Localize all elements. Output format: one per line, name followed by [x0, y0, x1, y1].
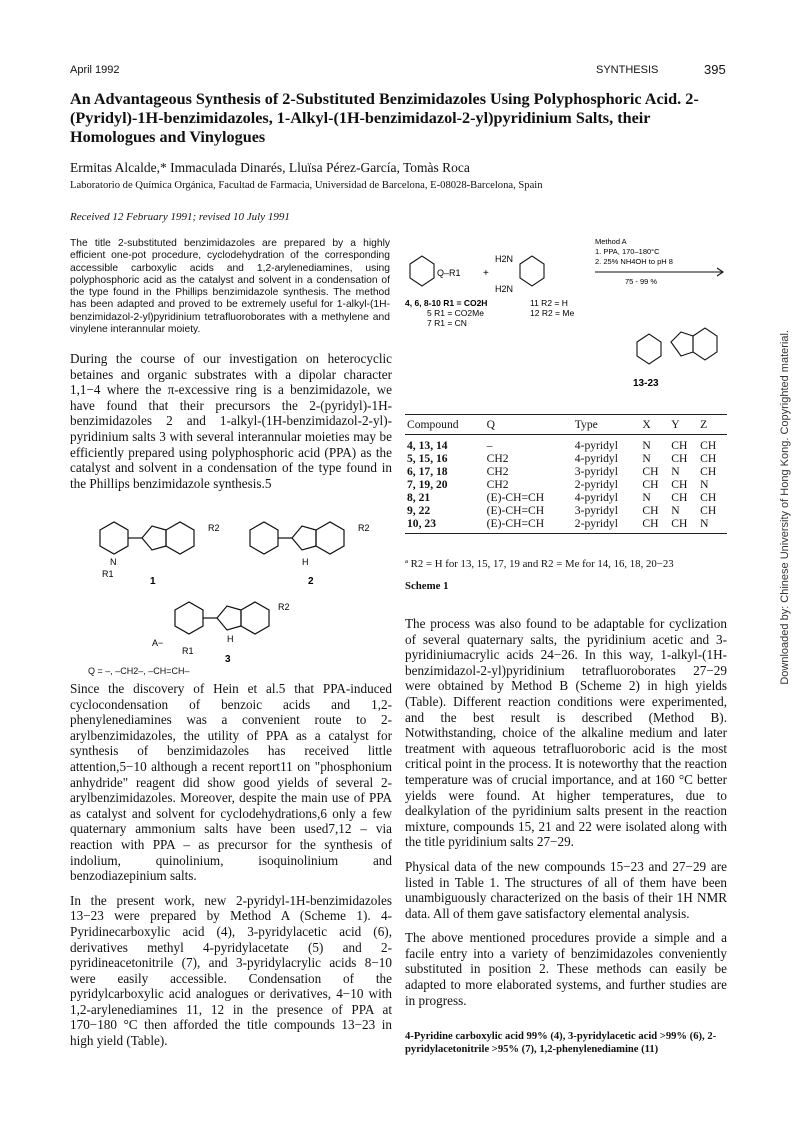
table-cell: 2-pyridyl	[574, 478, 618, 491]
h-label: H	[302, 557, 309, 567]
table-cell: N	[642, 439, 651, 452]
table-cell: 9, 22	[407, 504, 431, 517]
table-cell: CH	[700, 504, 717, 517]
h2n-label: H2N	[495, 284, 514, 294]
paragraph: Since the discovery of Hein et al.5 that PPA-induced cyclocondensation of benzoic acids and 1,2-phenylenediamines was a convenient route to 2-arylbenzimidazoles, the utility of PPA as a catalyst for synthesis of benzimidazoles has received little attention,5−10 although a recent report11 on "phosphonium anhydride" reagent did show good yields of several 2-arylbenzimidazoles. Moreover, despite the main use of PPA as catalyst and solvent for cyclodehydrations,6 only a few quaternary ammonium salts have been used7,12 – via reaction with PPA – as precursor for the synthesis of indolium, quinolinium, isoquinolinium and benzodiazepinium salts.	[70, 681, 392, 884]
table-cell: N	[698, 517, 727, 534]
article-title: An Advantageous Synthesis of 2-Substituted Benzimidazoles Using Polyphosphoric Acid. 2-(Pyridyl)-1H-benzimidazoles, 1-Alkyl-(1H-benzimidazol-2-yl)pyridinium Salts, their Homologues and Vinylogues	[70, 90, 699, 146]
table-cell: (E)-CH=CH	[486, 491, 545, 504]
table-cell: CH	[640, 517, 669, 534]
q-legend: Q = –, –CH2–, –CH=CH–	[88, 666, 190, 676]
table-cell: 3-pyridyl	[574, 465, 618, 478]
reactant-2: 11 R2 = H	[530, 298, 568, 308]
table-row	[405, 435, 727, 453]
table-header-row	[405, 415, 727, 435]
structure-2	[250, 522, 344, 554]
column-header: X	[640, 415, 669, 435]
h2n-label: H2N	[495, 254, 514, 264]
table-row	[405, 465, 727, 478]
product-label: 13-23	[633, 378, 659, 389]
table-cell: CH	[671, 478, 688, 491]
table-cell: CH2	[486, 478, 509, 491]
download-notice: Downloaded by: Chinese University of Hong Kong. Copyrighted material.	[779, 330, 791, 685]
body-text-right	[405, 616, 727, 1017]
table-cell: CH	[671, 491, 688, 504]
structure-1	[100, 522, 194, 554]
q-r1-label: Q–R1	[437, 268, 461, 278]
compound-table	[405, 414, 727, 534]
column-header: Compound	[405, 415, 485, 435]
column-header: Q	[485, 415, 573, 435]
structure-label-2: 2	[308, 576, 314, 587]
table-cell: CH	[642, 478, 659, 491]
reactant-2b: 12 R2 = Me	[530, 308, 575, 318]
paragraph: The above mentioned procedures provide a simple and a facile entry into a variety of benzimidazoles conveniently substituted in position 2. These methods can easily be adapted to more elaborated systems, and further studies are in progress.	[405, 930, 727, 1008]
page-number: 395	[704, 62, 726, 77]
table-cell: 4-pyridyl	[574, 439, 618, 452]
table-cell: CH	[700, 491, 717, 504]
r2-label: R2	[208, 523, 220, 533]
header-date: April 1992	[70, 64, 120, 76]
table-cell: CH	[671, 439, 688, 452]
table-cell: 4-pyridyl	[574, 452, 618, 465]
paragraph: During the course of our investigation on heterocyclic betaines and organic substrates with a dipolar character 1,1−4 where the π-excessive ring is a benzimidazole, we have found that their precursors the 2-(pyridyl)-1H-benzimidazoles 2 and 1-alkyl-(1H-benzimidazol-2-yl)-pyridinium salts 3 with several interannular moieties may be efficiently prepared using polyphosphoric acid (PPA) as the catalyst and solvent in a condensation of the type found in the Phillips benzimidazole synthesis.5	[70, 351, 392, 491]
yield-label: 75 - 99 %	[625, 277, 658, 286]
header-journal: SYNTHESIS	[596, 64, 659, 76]
table-cell: CH	[642, 504, 659, 517]
table-cell: CH	[700, 452, 717, 465]
step-2: 2. 25% NH4OH to pH 8	[595, 257, 673, 266]
anion-label: A−	[152, 638, 164, 648]
table-cell: CH	[700, 439, 717, 452]
table-row	[405, 517, 727, 534]
authors: Ermitas Alcalde,* Immaculada Dinarés, Lluïsa Pérez-García, Tomàs Roca	[70, 160, 470, 175]
table-cell: CH2	[486, 452, 509, 465]
column-header: Y	[669, 415, 698, 435]
table-row	[405, 491, 727, 504]
plus-sign: +	[483, 268, 489, 279]
table-cell: CH	[671, 452, 688, 465]
paragraph: The process was also found to be adaptable for cyclization of several quaternary salts, the pyridinium acetic and 3-pyridiniumacrylic acids 24−26. In this way, 1-alkyl-(1H-benzimidazol-2-yl)pyridinium tetrafluoroborates 27−29 were obtained by Method B (Scheme 2) in high yields (Table). Different reaction conditions were experimented, and the best result is described (Method B). Notwithstanding, choice of the alkaline medium and later treatment with aqueous tetrafluoroboric acid is the most critical point in the process. It is noteworthy that the reaction temperature was of crucial importance, and at 160 °C better yields were found. At higher temperatures, due to dealkylation of the pyridinium salts present in the reaction mixture, compounds 15, 21 and 22 were isolated along with the title pyridinium salts 27−29.	[405, 616, 727, 850]
table-cell: (E)-CH=CH	[485, 517, 573, 534]
table-cell: N	[700, 478, 709, 491]
table-cell: 10, 23	[405, 517, 485, 534]
column-header: Z	[698, 415, 727, 435]
table-cell: 7, 19, 20	[407, 478, 448, 491]
scheme-1-reaction	[405, 234, 735, 394]
table-cell: N	[671, 504, 680, 517]
scheme-label: Scheme 1	[405, 580, 449, 592]
table-cell: N	[642, 452, 651, 465]
table-cell: CH	[700, 465, 717, 478]
n-label: N	[110, 557, 117, 567]
table-cell: 4, 13, 14	[407, 439, 448, 452]
structure-label-1: 1	[150, 576, 156, 587]
structure-3	[175, 602, 269, 634]
table-cell: 2-pyridyl	[573, 517, 641, 534]
step-1: 1. PPA, 170–180°C	[595, 247, 660, 256]
table-cell: 8, 21	[407, 491, 431, 504]
table-cell: CH2	[486, 465, 509, 478]
r1-label: R1	[182, 646, 194, 656]
table-cell: 6, 17, 18	[407, 465, 448, 478]
table-cell: N	[671, 465, 680, 478]
reactant-1: 4, 6, 8-10 R1 = CO2H	[405, 298, 488, 308]
method-label: Method A	[595, 237, 627, 246]
paragraph: Physical data of the new compounds 15−23 and 27−29 are listed in Table 1. The structures of all of them have been unambiguously characterized on the basis of their 1H NMR data. All of them gave satisfactory elemental analysis.	[405, 858, 727, 921]
r2-label: R2	[358, 523, 370, 533]
r2-label: R2	[278, 602, 290, 612]
table-row	[405, 452, 727, 465]
reactant-1b: 5 R1 = CO2Me	[427, 308, 484, 318]
table-cell: (E)-CH=CH	[486, 504, 545, 517]
intro-text	[70, 351, 392, 500]
table-row	[405, 504, 727, 517]
reactant-1c: 7 R1 = CN	[427, 318, 467, 328]
reagent-footnote: 4-Pyridine carboxylic acid 99% (4), 3-pyridylacetic acid >99% (6), 2-pyridylacetonitrile >95% (7), 1,2-phenylenediamine (11)	[405, 1031, 717, 1055]
structures-figure	[90, 512, 390, 672]
table-cell: CH	[642, 465, 659, 478]
paragraph: In the present work, new 2-pyridyl-1H-benzimidazoles 13−23 were prepared by Method A (Scheme 1). 4-Pyridinecarboxylic acid (4), 3-pyridylacetic acid (6), derivatives methyl 4-pyridylacetate (5) and 2-pyridineacetonitrile (7), and 3-pyridylacrylic acids 8−10 were easily accessible. Condensation of the pyridylcarboxylic acid analogues or derivatives, 4−10 with 1,2-arylenediamines 11, 12 in the presence of PPA at 170−180 °C then afforded the title compounds 13−23 in high yield (Table).	[70, 892, 392, 1049]
table-cell: 4-pyridyl	[574, 491, 618, 504]
column-header: Type	[573, 415, 641, 435]
h-label: H	[227, 634, 234, 644]
abstract: The title 2-substituted benzimidazoles are prepared by a highly efficient one-pot procedure, cyclodehydration of the corresponding accessible carboxylic acids and 1,2-arylenediamines, using polyphosphoric acid as the catalyst and solvent in a condensation of the type found in the Phillips benzimidazole synthesis. The method has been adapted and proved to be extremely useful for 1-alkyl-(1H-benzimidazol-2-yl)pyridinium tetrafluoroborates with a methylene and vinylene interannular moiety.	[70, 238, 390, 336]
table-footnote: ª R2 = H for 13, 15, 17, 19 and R2 = Me for 14, 16, 18, 20−23	[405, 558, 674, 570]
table-row	[405, 478, 727, 491]
table-cell: CH	[669, 517, 698, 534]
table-cell: –	[486, 439, 493, 452]
r1-label: R1	[102, 569, 114, 579]
table-cell: N	[642, 491, 651, 504]
table-cell: 5, 15, 16	[407, 452, 448, 465]
received-date: Received 12 February 1991; revised 10 July 1991	[70, 211, 290, 223]
table-cell: 3-pyridyl	[574, 504, 618, 517]
affiliation: Laboratorio de Química Orgánica, Facultad de Farmacia, Universidad de Barcelona, E-08028-Barcelona, Spain	[70, 180, 543, 191]
structure-label-3: 3	[225, 654, 231, 665]
body-text-left	[70, 681, 392, 1058]
